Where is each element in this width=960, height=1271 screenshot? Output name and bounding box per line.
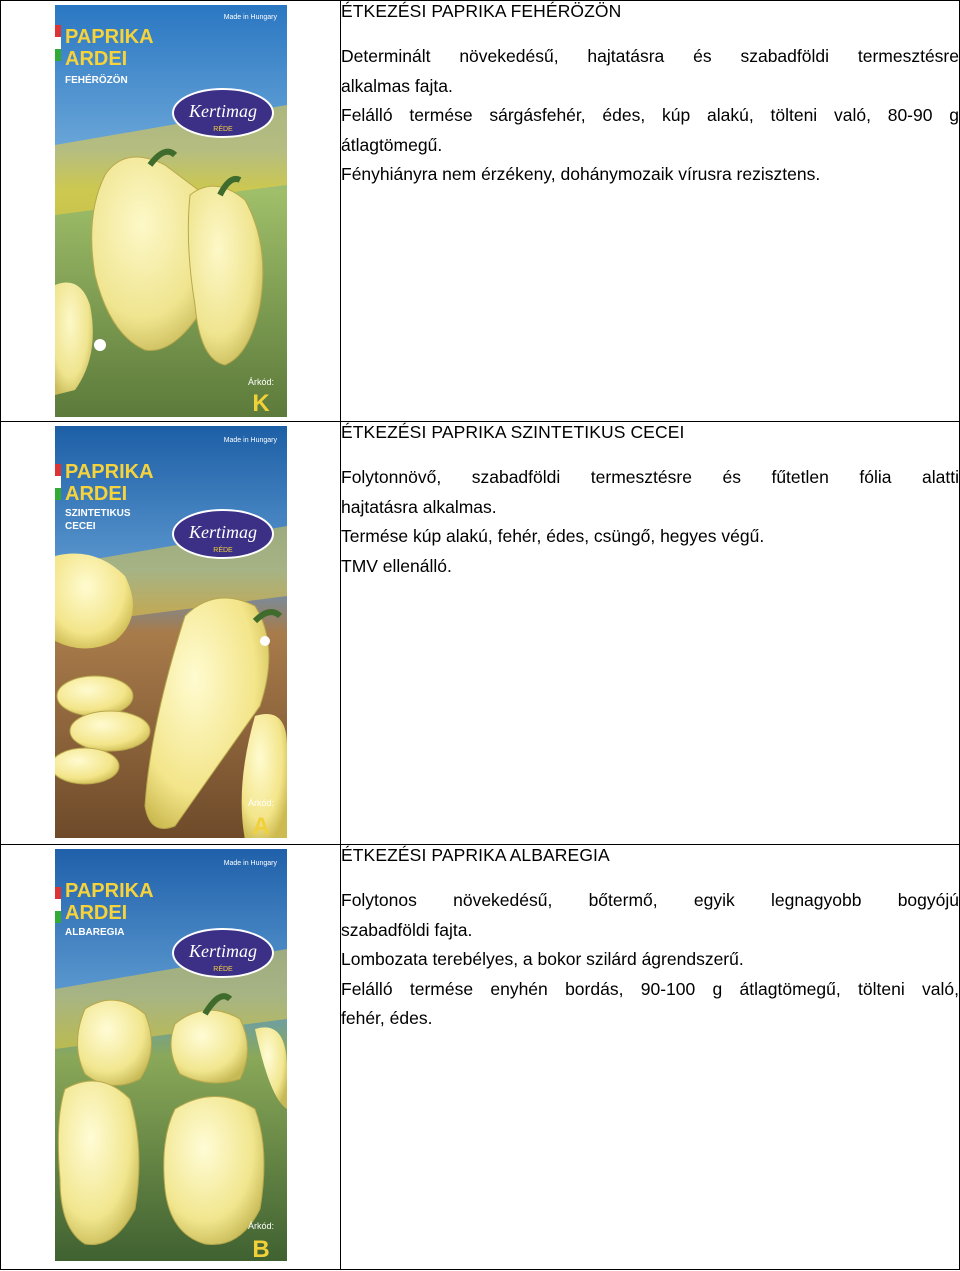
code-letter: B (252, 1236, 270, 1261)
code-letter: A (252, 813, 270, 838)
packet-name-hu: PAPRIKA (65, 26, 154, 48)
packet-name-ro: ARDEI (65, 902, 128, 924)
packet-name-hu: PAPRIKA (65, 461, 154, 483)
product-description (341, 42, 959, 190)
seed-packet-image (55, 849, 287, 1261)
product-row (1, 845, 960, 1270)
description-line: átlagtömegű. (341, 134, 443, 155)
description-line: Felálló termése sárgásfehér, édes, kúp alakú, tölteni való, 80-90 g (341, 105, 959, 125)
packet-variety: FEHÉRÖZÖN (65, 75, 128, 86)
product-description (341, 463, 959, 581)
product-title: ÉTKEZÉSI PAPRIKA ALBAREGIA (341, 845, 610, 865)
description-line: Termése kúp alakú, fehér, édes, csüngő, hegyes végű. (341, 526, 765, 546)
brand-sub: RÉDE (213, 547, 233, 554)
description-line: Folytonos növekedésű, bőtermő, egyik legnagyobb bogyójú (341, 890, 959, 910)
product-description (341, 886, 959, 1034)
seed-packet-image (55, 5, 287, 417)
description-line: TMV ellenálló. (341, 555, 452, 576)
product-title: ÉTKEZÉSI PAPRIKA FEHÉRÖZÖN (341, 1, 622, 21)
brand-sub: RÉDE (213, 966, 233, 973)
packet-variety: ALBAREGIA (65, 927, 125, 938)
code-letter: K (252, 390, 270, 417)
brand-name: Kertimag (188, 941, 258, 961)
description-line: szabadföldi fajta. (341, 919, 473, 940)
product-text-cell (341, 1, 960, 422)
seed-packet-illustration (55, 426, 287, 838)
brand-name: Kertimag (188, 101, 258, 121)
made-in-label: Made in Hungary (223, 860, 277, 867)
product-row (1, 422, 960, 845)
seed-packet-illustration (55, 5, 287, 417)
packet-variety: SZINTETIKUS (65, 508, 131, 519)
code-label: Árkód: (247, 798, 275, 808)
seed-packet-illustration (55, 849, 287, 1261)
code-label: Árkód: (247, 377, 275, 387)
product-image-cell (1, 845, 341, 1270)
brand-sub: RÉDE (213, 126, 233, 133)
packet-name-hu: PAPRIKA (65, 880, 154, 902)
description-line: Felálló termése enyhén bordás, 90-100 g átlagtömegű, tölteni való, (341, 978, 959, 999)
product-image-cell (1, 1, 341, 422)
description-line: Lombozata terebélyes, a bokor szilárd ágrendszerű. (341, 949, 744, 969)
packet-name-ro: ARDEI (65, 483, 128, 505)
made-in-label: Made in Hungary (223, 437, 277, 444)
product-text-cell (341, 422, 960, 845)
description-line: Folytonnövő, szabadföldi termesztésre és fűtetlen fólia alatti (341, 467, 959, 487)
packet-name-ro: ARDEI (65, 48, 128, 70)
seed-packet-image (55, 426, 287, 838)
product-title: ÉTKEZÉSI PAPRIKA SZINTETIKUS CECEI (341, 422, 685, 442)
description-line: alkalmas fajta. (341, 75, 453, 96)
description-line: fehér, édes. (341, 1008, 433, 1028)
description-line: Determinált növekedésű, hajtatásra és szabadföldi termesztésre (341, 46, 959, 66)
product-row (1, 1, 960, 422)
code-label: Árkód: (247, 1221, 275, 1231)
description-line: hajtatásra alkalmas. (341, 496, 497, 517)
brand-name: Kertimag (188, 522, 258, 542)
made-in-label: Made in Hungary (223, 14, 277, 21)
product-text-cell (341, 845, 960, 1270)
packet-variety-2: CECEI (65, 521, 96, 532)
description-line: Fényhiányra nem érzékeny, dohánymozaik vírusra rezisztens. (341, 164, 821, 184)
product-image-cell (1, 422, 341, 845)
